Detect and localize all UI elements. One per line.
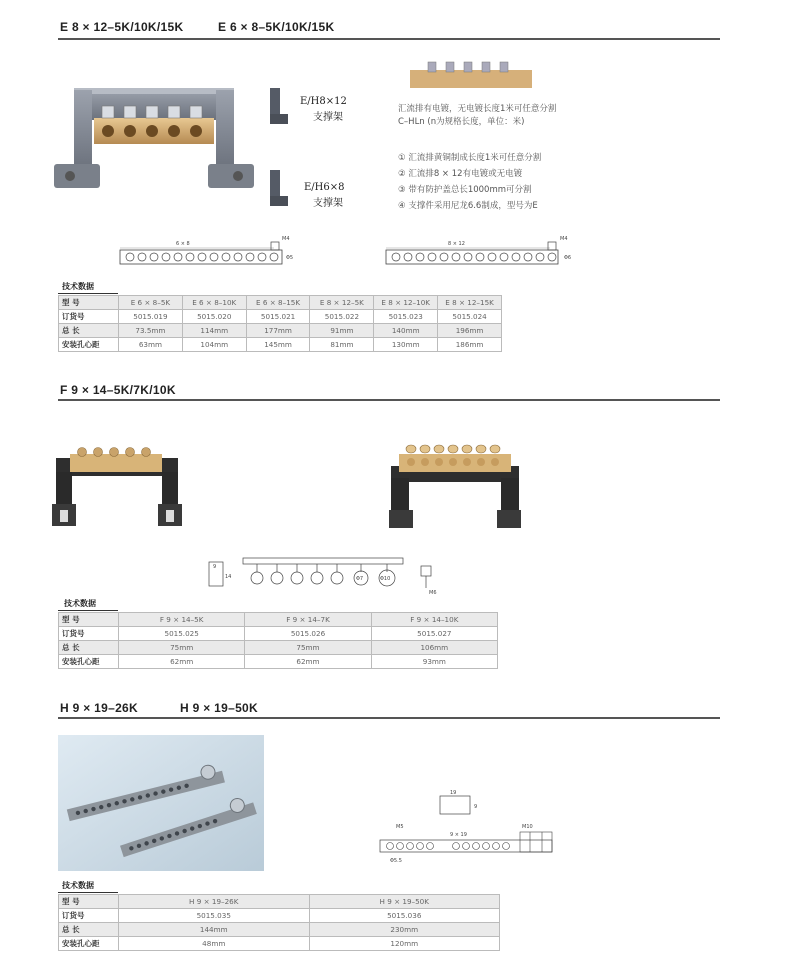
- table-row: [59, 923, 500, 937]
- section-divider: [58, 399, 720, 401]
- section3-title-a: H 9 × 19–26K: [60, 701, 138, 715]
- table-cell: 106mm: [371, 641, 497, 655]
- table-cell: 186mm: [438, 338, 502, 352]
- table-row: [59, 296, 502, 310]
- table-cell: F 9 × 14–10K: [371, 613, 497, 627]
- section2-title: F 9 × 14–5K/7K/10K: [60, 383, 176, 397]
- table1-caption: 技术数据: [62, 282, 94, 291]
- table-row-header: 总 长: [59, 324, 119, 338]
- busbar-h-product-photo: [58, 735, 264, 871]
- table-cell: 5015.019: [119, 310, 183, 324]
- busbar-9x14-diagram: [205, 556, 445, 606]
- table3-caption: 技术数据: [62, 881, 94, 890]
- table-row: [59, 895, 500, 909]
- busbar-f-product-image-1: [50, 442, 185, 528]
- support-bracket-a-image: [266, 86, 290, 128]
- bullet-2: ② 汇流排8 × 12有电镀或无电镀: [398, 169, 523, 179]
- table-cell: 62mm: [119, 655, 245, 669]
- table-row-header: 安装孔心距: [59, 338, 119, 352]
- table-cell: E 6 × 8–15K: [246, 296, 310, 310]
- support-b-code: E/H6×8: [304, 182, 345, 193]
- table-cell: 5015.036: [309, 909, 500, 923]
- table-row-header: 型 号: [59, 895, 119, 909]
- support-a-label: 支撑架: [313, 112, 343, 123]
- table-cell: 81mm: [310, 338, 374, 352]
- table3-caption-rule: [58, 892, 118, 893]
- diagram2-h: 9: [213, 564, 217, 570]
- table-cell: 5015.025: [119, 627, 245, 641]
- table3: [58, 894, 500, 951]
- diagram3-screw-b: M10: [522, 824, 533, 830]
- diagram2-hole-b: Φ10: [380, 576, 391, 582]
- table1-caption-rule: [58, 293, 118, 294]
- table-cell: 91mm: [310, 324, 374, 338]
- table-row: [59, 338, 502, 352]
- table-row-header: 总 长: [59, 923, 119, 937]
- busbar-6x8-diagram: [116, 228, 306, 276]
- busbar-9x19-diagram: [376, 790, 566, 870]
- busbar-e-product-image: [52, 80, 262, 192]
- table-cell: 130mm: [374, 338, 438, 352]
- support-b-label: 支撑架: [313, 198, 343, 209]
- table-row: [59, 627, 498, 641]
- table-cell: F 9 × 14–7K: [245, 613, 371, 627]
- section-divider: [58, 717, 720, 719]
- table-row: [59, 613, 498, 627]
- table-cell: 145mm: [246, 338, 310, 352]
- bullet-4: ④ 支撑件采用尼龙6.6制成，型号为E: [398, 201, 538, 211]
- diagram-right-screw: M4: [560, 236, 568, 242]
- table-cell: 5015.022: [310, 310, 374, 324]
- table-row-header: 安装孔心距: [59, 655, 119, 669]
- busbar-8x12-diagram: [382, 228, 582, 276]
- table-cell: 5015.035: [119, 909, 310, 923]
- diagram2-screw: M6: [429, 590, 437, 596]
- table-cell: E 8 × 12–15K: [438, 296, 502, 310]
- table-row: [59, 324, 502, 338]
- diagram3-hole: Φ5.5: [390, 858, 402, 864]
- diagram2-hole-a: Φ7: [356, 576, 364, 582]
- table-row: [59, 655, 498, 669]
- table2-caption-rule: [58, 610, 118, 611]
- table-cell: 48mm: [119, 937, 310, 951]
- diagram3-w: 19: [450, 790, 457, 796]
- busbar-f-product-image-2: [385, 440, 525, 530]
- diagram2-w: 14: [225, 574, 232, 580]
- section-divider: [58, 38, 720, 40]
- table-cell: 62mm: [245, 655, 371, 669]
- table-row-header: 型 号: [59, 613, 119, 627]
- table-cell: 5015.024: [438, 310, 502, 324]
- table1: [58, 295, 502, 352]
- table-row-header: 总 长: [59, 641, 119, 655]
- table-cell: 5015.026: [245, 627, 371, 641]
- diagram-right-hole: Φ6: [564, 255, 572, 261]
- table-cell: E 8 × 12–10K: [374, 296, 438, 310]
- table-cell: E 6 × 8–10K: [182, 296, 246, 310]
- brass-busbar-image: [408, 60, 534, 92]
- table2: [58, 612, 498, 669]
- table-cell: E 6 × 8–5K: [119, 296, 183, 310]
- table-row-header: 订货号: [59, 627, 119, 641]
- table-cell: H 9 × 19–50K: [309, 895, 500, 909]
- diagram-left-size: 6 × 8: [176, 241, 190, 247]
- table-cell: 93mm: [371, 655, 497, 669]
- diagram-left-screw: M4: [282, 236, 290, 242]
- table-cell: 104mm: [182, 338, 246, 352]
- table-row: [59, 310, 502, 324]
- diagram-left-hole: Φ5: [286, 255, 294, 261]
- table-cell: H 9 × 19–26K: [119, 895, 310, 909]
- support-a-code: E/H8×12: [300, 96, 347, 107]
- support-bracket-b-image: [266, 168, 290, 210]
- section3-title-b: H 9 × 19–50K: [180, 701, 258, 715]
- bullet-1: ① 汇流排黄铜制成长度1米可任意分割: [398, 153, 542, 163]
- table-cell: E 8 × 12–5K: [310, 296, 374, 310]
- table-row: [59, 641, 498, 655]
- table-cell: 196mm: [438, 324, 502, 338]
- bullet-3: ③ 带有防护盖总长1000mm可分割: [398, 185, 532, 195]
- table-cell: F 9 × 14–5K: [119, 613, 245, 627]
- table-cell: 114mm: [182, 324, 246, 338]
- table-cell: 5015.020: [182, 310, 246, 324]
- table-cell: 177mm: [246, 324, 310, 338]
- diagram-right-size: 8 × 12: [448, 241, 465, 247]
- table2-caption: 技术数据: [64, 599, 96, 608]
- table-cell: 144mm: [119, 923, 310, 937]
- diagram3-size: 9 × 19: [450, 832, 467, 838]
- table-cell: 5015.027: [371, 627, 497, 641]
- table-cell: 140mm: [374, 324, 438, 338]
- table-cell: 230mm: [309, 923, 500, 937]
- desc-line-2: C–HLn (n为规格长度，单位：米): [398, 117, 525, 127]
- table-row-header: 安装孔心距: [59, 937, 119, 951]
- table-cell: 120mm: [309, 937, 500, 951]
- table-row-header: 订货号: [59, 909, 119, 923]
- table-row: [59, 937, 500, 951]
- table-cell: 63mm: [119, 338, 183, 352]
- section1-title-b: E 6 × 8–5K/10K/15K: [218, 20, 335, 34]
- table-row-header: 型 号: [59, 296, 119, 310]
- diagram3-h: 9: [474, 804, 478, 810]
- section1-title-a: E 8 × 12–5K/10K/15K: [60, 20, 184, 34]
- diagram3-screw-a: M5: [396, 824, 404, 830]
- table-cell: 5015.023: [374, 310, 438, 324]
- table-row-header: 订货号: [59, 310, 119, 324]
- table-cell: 73.5mm: [119, 324, 183, 338]
- desc-line-1: 汇流排有电镀，无电镀长度1米可任意分割: [398, 104, 557, 114]
- table-row: [59, 909, 500, 923]
- table-cell: 5015.021: [246, 310, 310, 324]
- table-cell: 75mm: [245, 641, 371, 655]
- table-cell: 75mm: [119, 641, 245, 655]
